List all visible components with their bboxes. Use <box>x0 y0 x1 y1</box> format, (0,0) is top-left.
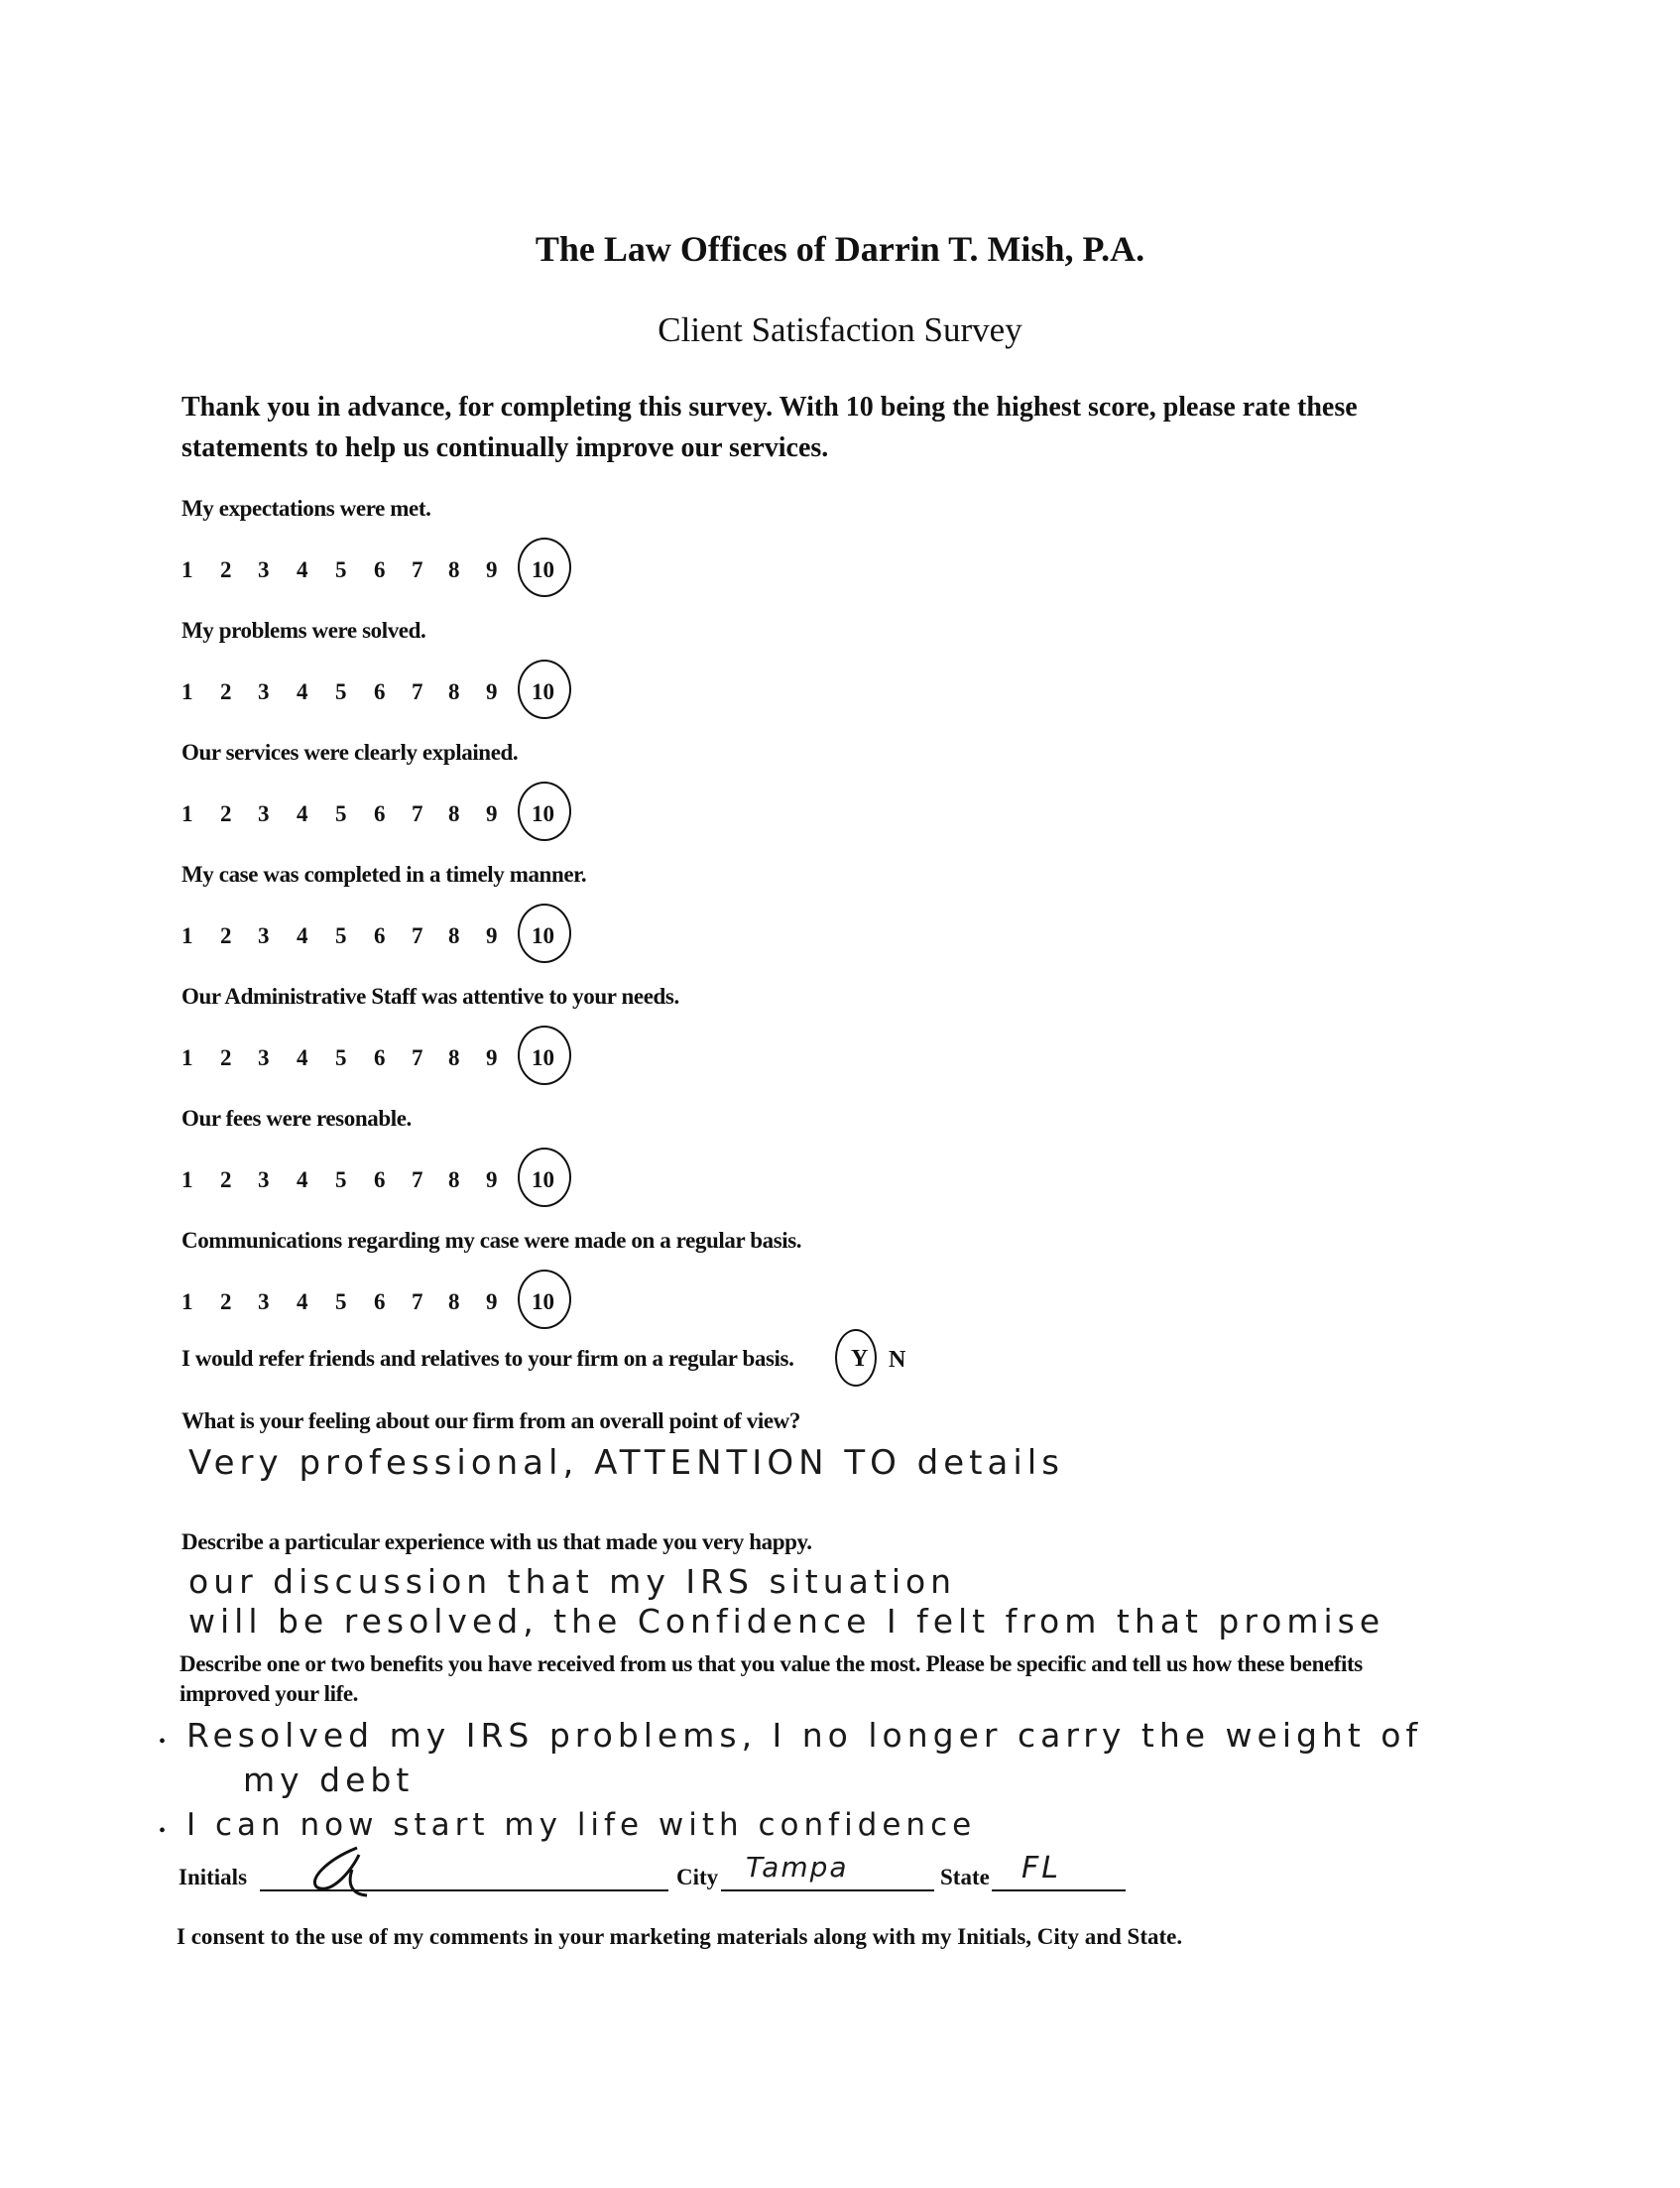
rating-option[interactable]: 2 <box>220 1167 232 1192</box>
rating-option[interactable]: 4 <box>297 801 308 826</box>
rating-scale <box>0 1167 694 1197</box>
city-label: City <box>676 1865 719 1889</box>
rating-option[interactable]: 7 <box>412 679 423 704</box>
survey-title: Client Satisfaction Survey <box>658 310 1022 349</box>
rating-option[interactable]: 5 <box>335 1045 347 1070</box>
rating-option[interactable]: 8 <box>448 557 460 582</box>
rating-option[interactable]: 10 <box>532 923 554 948</box>
state-field[interactable] <box>992 1889 1126 1891</box>
rating-option[interactable]: 1 <box>181 1289 193 1314</box>
bullet-icon: • <box>159 1731 167 1753</box>
city-value: Tampa <box>746 1851 849 1884</box>
rating-option[interactable]: 3 <box>258 1045 270 1070</box>
rating-option[interactable]: 9 <box>486 1167 498 1192</box>
rating-option[interactable]: 9 <box>486 1289 498 1314</box>
experience-question: Describe a particular experience with us that made you very happy. <box>181 1529 812 1554</box>
rating-option[interactable]: 10 <box>532 1167 554 1192</box>
rating-option[interactable]: 1 <box>181 801 193 826</box>
rating-option[interactable]: 4 <box>297 1045 308 1070</box>
rating-scale <box>0 923 694 953</box>
rating-option[interactable]: 9 <box>486 1045 498 1070</box>
refer-yes-option[interactable]: Y <box>851 1346 868 1372</box>
rating-option[interactable]: 4 <box>297 679 308 704</box>
rating-option[interactable]: 5 <box>335 679 347 704</box>
selected-rating-circle-mark <box>518 660 571 719</box>
initials-signature <box>298 1840 387 1899</box>
rating-option[interactable]: 6 <box>374 557 386 582</box>
rating-option[interactable]: 6 <box>374 1289 386 1314</box>
rating-question: Our services were clearly explained. <box>181 740 519 765</box>
state-label: State <box>940 1865 990 1889</box>
rating-option[interactable]: 6 <box>374 801 386 826</box>
selected-rating-circle-mark <box>518 904 571 963</box>
rating-option[interactable]: 8 <box>448 923 460 948</box>
rating-option[interactable]: 2 <box>220 679 232 704</box>
rating-option[interactable]: 4 <box>297 557 308 582</box>
refer-question: I would refer friends and relatives to your firm on a regular basis. <box>181 1346 794 1371</box>
rating-option[interactable]: 5 <box>335 923 347 948</box>
rating-option[interactable]: 2 <box>220 801 232 826</box>
benefits-question-line1: Describe one or two benefits you have received from us that you value the most. Please be specific and tell us how these benefits <box>180 1651 1363 1676</box>
rating-option[interactable]: 4 <box>297 1289 308 1314</box>
rating-option[interactable]: 1 <box>181 557 193 582</box>
rating-option[interactable]: 8 <box>448 1045 460 1070</box>
selected-rating-circle-mark <box>518 1270 571 1329</box>
rating-option[interactable]: 3 <box>258 557 270 582</box>
benefit-answer-1-line1: Resolved my IRS problems, I no longer carry the weight of <box>186 1716 1423 1755</box>
rating-option[interactable]: 8 <box>448 801 460 826</box>
rating-scale <box>0 679 694 709</box>
rating-option[interactable]: 8 <box>448 679 460 704</box>
rating-option[interactable]: 6 <box>374 923 386 948</box>
rating-option[interactable]: 2 <box>220 1289 232 1314</box>
rating-option[interactable]: 1 <box>181 679 193 704</box>
rating-scale <box>0 1045 694 1075</box>
rating-option[interactable]: 5 <box>335 1289 347 1314</box>
refer-no-option[interactable]: N <box>889 1347 905 1373</box>
rating-option[interactable]: 10 <box>532 679 554 704</box>
selected-rating-circle-mark <box>518 1026 571 1085</box>
rating-option[interactable]: 5 <box>335 801 347 826</box>
benefit-answer-1-line2: my debt <box>243 1761 415 1799</box>
rating-option[interactable]: 4 <box>297 923 308 948</box>
state-value: FL <box>1021 1851 1061 1885</box>
consent-text: I consent to the use of my comments in your marketing materials along with my Initials, City and State. <box>177 1924 1183 1949</box>
overall-answer: Very professional, ATTENTION TO details <box>188 1443 1064 1483</box>
rating-option[interactable]: 2 <box>220 557 232 582</box>
rating-option[interactable]: 7 <box>412 923 423 948</box>
rating-option[interactable]: 10 <box>532 1289 554 1314</box>
rating-option[interactable]: 8 <box>448 1289 460 1314</box>
rating-option[interactable]: 9 <box>486 557 498 582</box>
rating-option[interactable]: 1 <box>181 923 193 948</box>
rating-option[interactable]: 10 <box>532 801 554 826</box>
rating-question: My expectations were met. <box>181 496 431 521</box>
rating-option[interactable]: 9 <box>486 923 498 948</box>
experience-answer-line2: will be resolved, the Confidence I felt from that promise <box>188 1602 1385 1641</box>
overall-question: What is your feeling about our firm from an overall point of view? <box>181 1408 800 1433</box>
rating-question: Our fees were resonable. <box>181 1106 412 1131</box>
rating-option[interactable]: 3 <box>258 1289 270 1314</box>
rating-option[interactable]: 10 <box>532 1045 554 1070</box>
rating-option[interactable]: 9 <box>486 801 498 826</box>
selected-rating-circle-mark <box>518 782 571 841</box>
rating-option[interactable]: 8 <box>448 1167 460 1192</box>
selected-rating-circle-mark <box>518 1148 571 1207</box>
city-field[interactable] <box>721 1889 934 1891</box>
rating-option[interactable]: 3 <box>258 1167 270 1192</box>
rating-option[interactable]: 10 <box>532 557 554 582</box>
selected-rating-circle-mark <box>518 538 571 597</box>
benefits-question-line2: improved your life. <box>180 1681 359 1706</box>
rating-option[interactable]: 1 <box>181 1045 193 1070</box>
rating-option[interactable]: 7 <box>412 1167 423 1192</box>
refer-yes-circle-mark <box>835 1329 877 1387</box>
rating-option[interactable]: 3 <box>258 923 270 948</box>
rating-question: My problems were solved. <box>181 618 426 643</box>
benefit-answer-2: I can now start my life with confidence <box>186 1807 977 1843</box>
firm-name: The Law Offices of Darrin T. Mish, P.A. <box>535 229 1145 269</box>
rating-question: My case was completed in a timely manner. <box>181 862 587 887</box>
rating-scale <box>0 557 694 587</box>
rating-option[interactable]: 5 <box>335 1167 347 1192</box>
rating-option[interactable]: 6 <box>374 1167 386 1192</box>
rating-option[interactable]: 7 <box>412 557 423 582</box>
rating-option[interactable]: 1 <box>181 1167 193 1192</box>
rating-option[interactable]: 2 <box>220 923 232 948</box>
rating-option[interactable]: 6 <box>374 1045 386 1070</box>
rating-question: Our Administrative Staff was attentive to your needs. <box>181 984 679 1009</box>
rating-option[interactable]: 6 <box>374 679 386 704</box>
rating-option[interactable]: 4 <box>297 1167 308 1192</box>
rating-option[interactable]: 5 <box>335 557 347 582</box>
bullet-icon: • <box>159 1820 167 1842</box>
rating-option[interactable]: 3 <box>258 679 270 704</box>
rating-scale <box>0 1289 694 1319</box>
rating-scale <box>0 801 694 831</box>
rating-option[interactable]: 7 <box>412 1289 423 1314</box>
rating-question: Communications regarding my case were made on a regular basis. <box>181 1228 802 1253</box>
rating-option[interactable]: 7 <box>412 1045 423 1070</box>
initials-label: Initials <box>179 1865 248 1889</box>
intro-text: Thank you in advance, for completing this survey. With 10 being the highest score, please rate these statements to help us continually improve our services. <box>181 392 1358 463</box>
experience-answer-line1: our discussion that my IRS situation <box>188 1562 957 1601</box>
rating-option[interactable]: 3 <box>258 801 270 826</box>
rating-option[interactable]: 7 <box>412 801 423 826</box>
rating-option[interactable]: 9 <box>486 679 498 704</box>
rating-option[interactable]: 2 <box>220 1045 232 1070</box>
